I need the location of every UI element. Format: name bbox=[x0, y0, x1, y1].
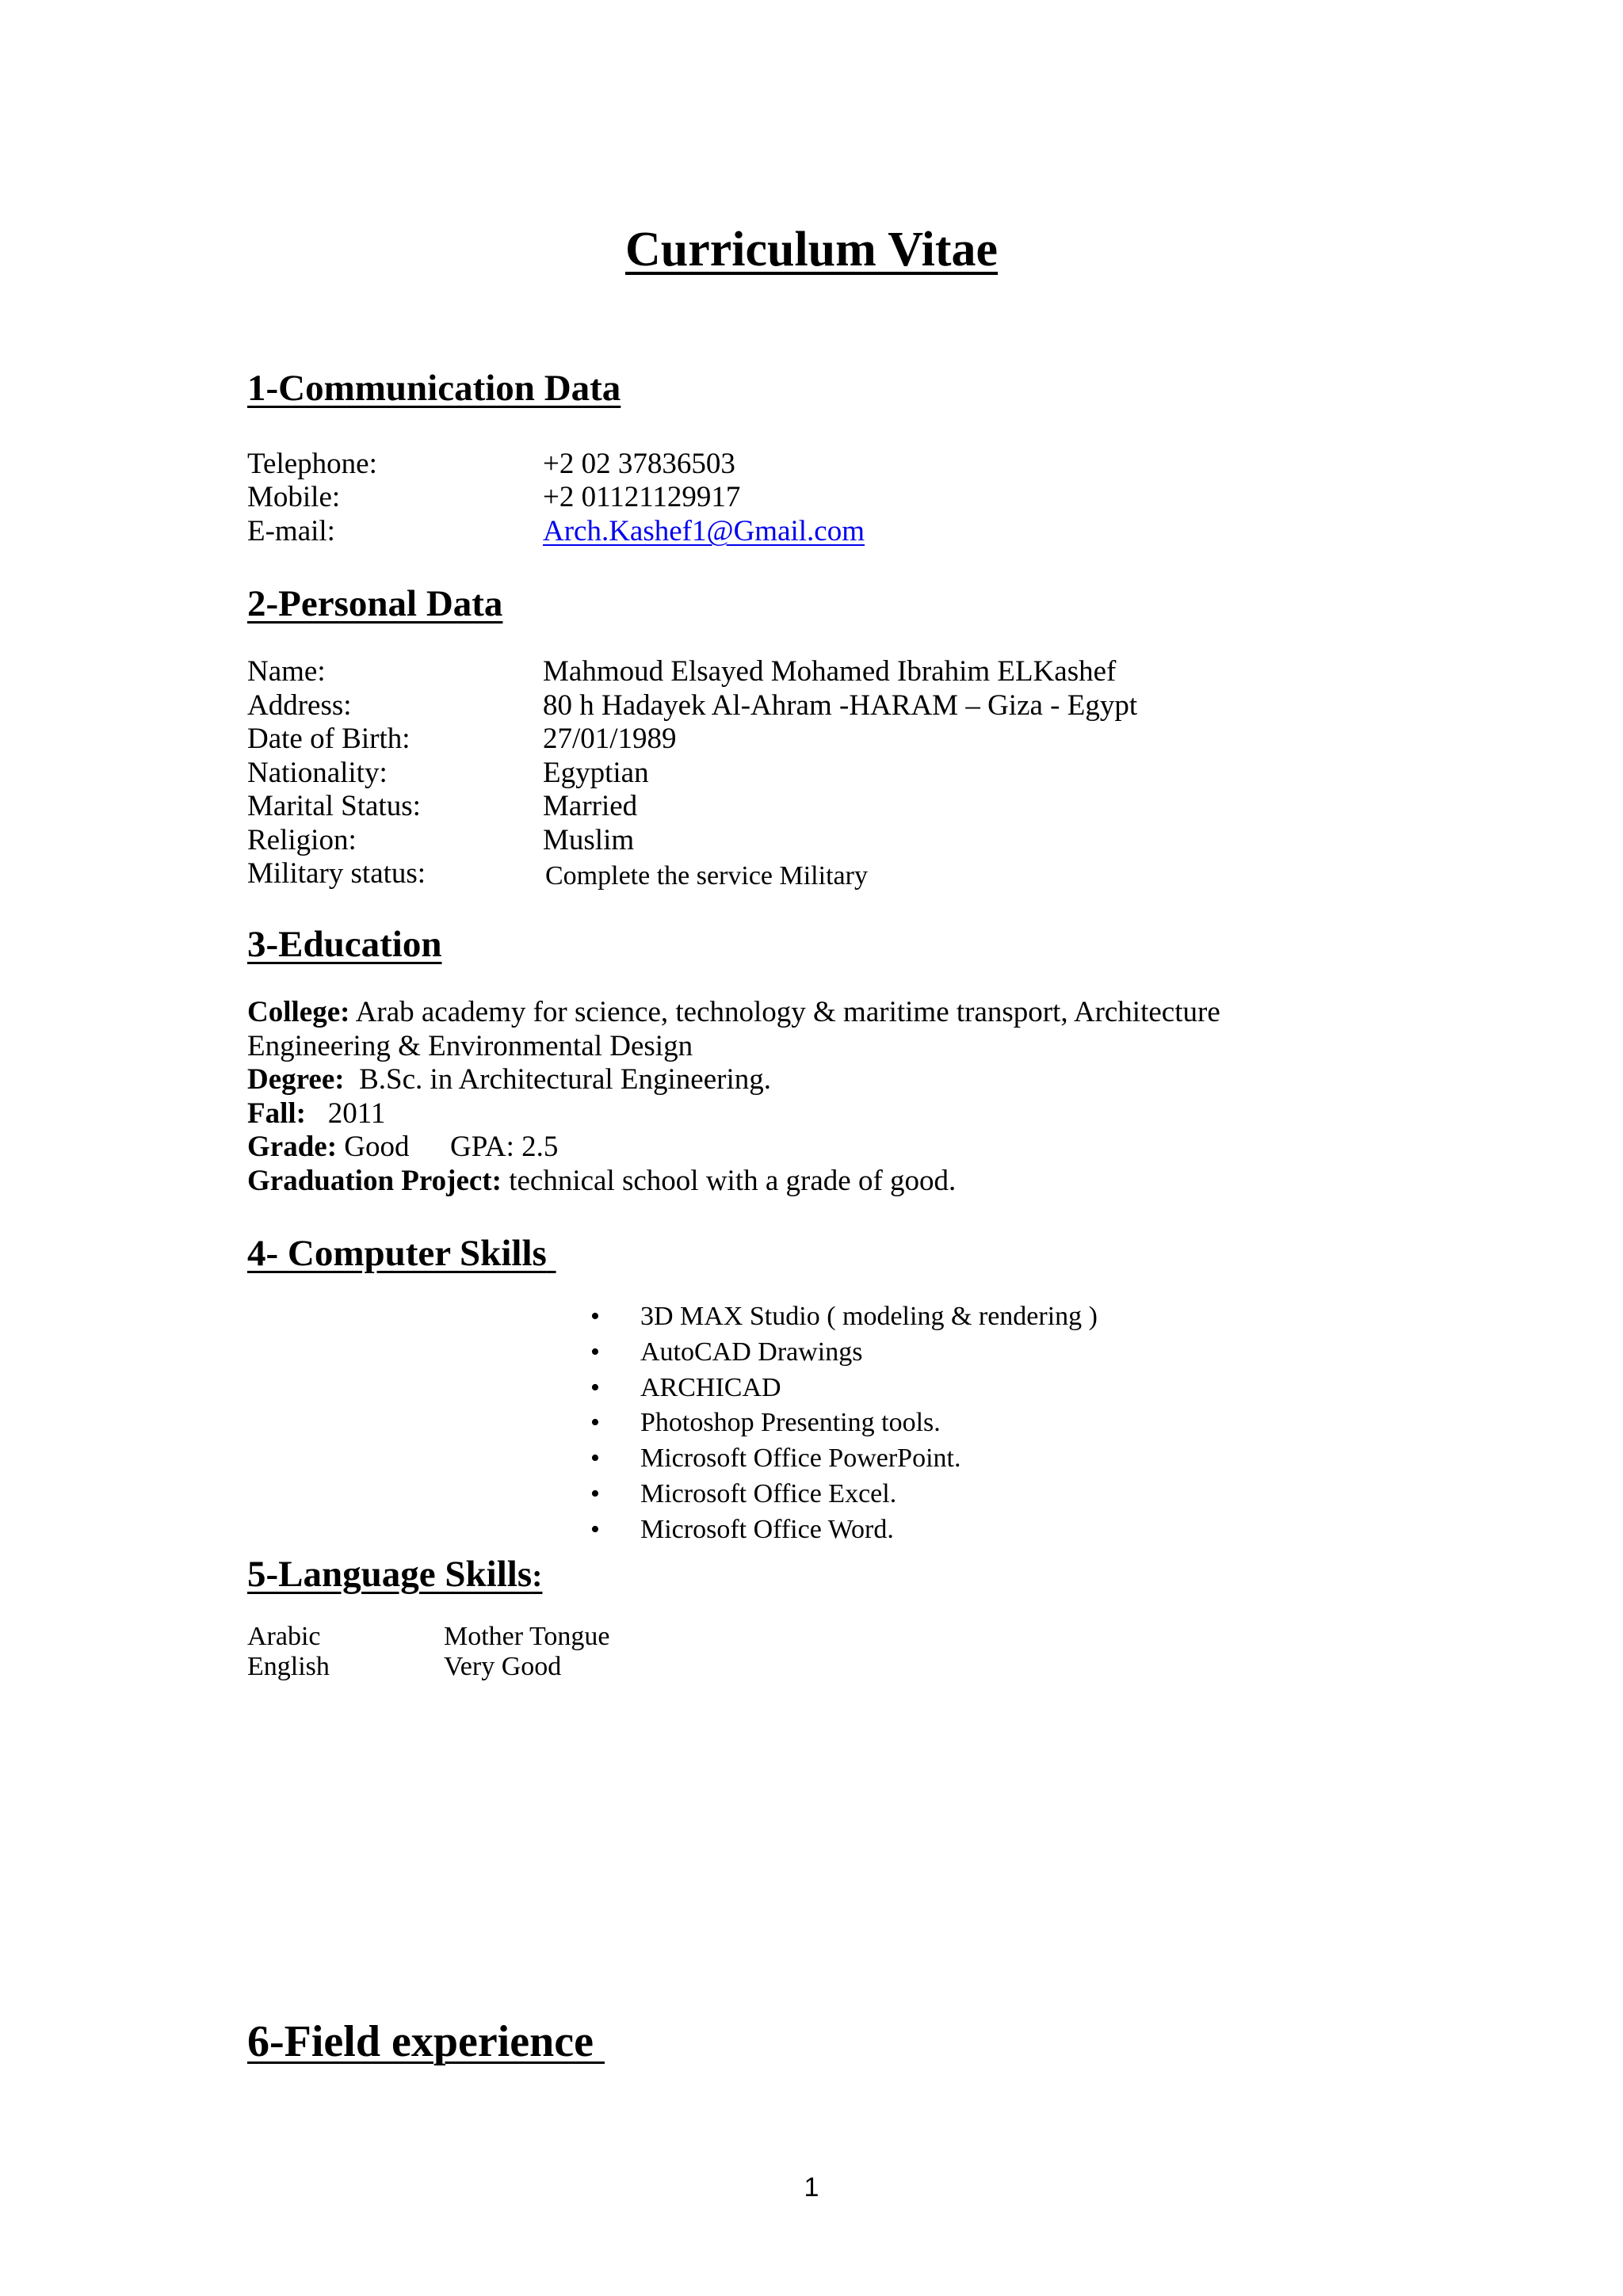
skill-text: Photoshop Presenting tools. bbox=[640, 1408, 941, 1438]
nationality-value: Egyptian bbox=[543, 757, 649, 789]
fall-label: Fall: bbox=[247, 1097, 306, 1130]
address-value: 80 h Hadayek Al-Ahram -HARAM – Giza - Egypt bbox=[543, 689, 1138, 722]
list-item bbox=[590, 1441, 1098, 1477]
skill-text: AutoCAD Drawings bbox=[640, 1337, 863, 1367]
grade-label: Grade: bbox=[247, 1131, 338, 1163]
gpa-value: GPA: 2.5 bbox=[450, 1131, 559, 1163]
religion-label: Religion: bbox=[247, 824, 357, 856]
skill-text: ARCHICAD bbox=[640, 1372, 781, 1402]
bullet-icon: • bbox=[590, 1478, 600, 1508]
name-value: Mahmoud Elsayed Mohamed Ibrahim ELKashef bbox=[543, 655, 1117, 688]
graduation-project-value: technical school with a grade of good. bbox=[509, 1165, 957, 1197]
degree-label: Degree: bbox=[247, 1063, 345, 1096]
language-arabic: Arabic bbox=[247, 1622, 321, 1651]
list-item bbox=[590, 1299, 1098, 1335]
section-heading-education: 3-Education bbox=[247, 924, 442, 965]
section-heading-computer-skills bbox=[247, 1232, 556, 1275]
graduation-project-entry bbox=[247, 1165, 956, 1199]
list-item bbox=[590, 1335, 1098, 1371]
fall-entry bbox=[247, 1097, 385, 1131]
college-value: Arab academy for science, technology & maritime transport, Architecture Engineering & Environmental Design bbox=[247, 996, 1220, 1062]
dob-value: 27/01/1989 bbox=[543, 723, 677, 755]
college-label: College: bbox=[247, 996, 350, 1028]
fall-value: 2011 bbox=[327, 1097, 386, 1130]
list-item bbox=[590, 1371, 1098, 1406]
military-status-value: Complete the service Military bbox=[545, 861, 868, 891]
list-item bbox=[590, 1512, 1098, 1548]
degree-entry bbox=[247, 1063, 771, 1097]
college-entry bbox=[247, 996, 1277, 1063]
language-english: English bbox=[247, 1652, 330, 1681]
military-status-label: Military status: bbox=[247, 857, 426, 890]
skill-text: Microsoft Office Word. bbox=[640, 1514, 894, 1544]
telephone-label: Telephone: bbox=[247, 448, 377, 480]
telephone-value: +2 02 37836503 bbox=[543, 448, 735, 480]
list-item bbox=[590, 1477, 1098, 1512]
email-link[interactable]: Arch.Kashef1@Gmail.com bbox=[543, 515, 865, 547]
language-skills-heading-text: 5-Language Skills bbox=[247, 1554, 533, 1595]
section-heading-language-skills bbox=[247, 1553, 542, 1596]
document-title bbox=[0, 222, 1623, 278]
language-skills-heading-colon: : bbox=[532, 1558, 543, 1593]
nationality-label: Nationality: bbox=[247, 757, 388, 789]
section-heading-field-experience bbox=[247, 2016, 605, 2067]
computer-skills-heading-text: 4- Computer Skills bbox=[247, 1233, 547, 1274]
mobile-label: Mobile: bbox=[247, 481, 341, 513]
bullet-icon: • bbox=[590, 1372, 600, 1402]
bullet-icon: • bbox=[590, 1514, 600, 1544]
skill-text: Microsoft Office PowerPoint. bbox=[640, 1444, 961, 1474]
marital-status-value: Married bbox=[543, 790, 638, 822]
computer-skills-list bbox=[590, 1299, 1098, 1548]
bullet-icon: • bbox=[590, 1302, 600, 1331]
section-heading-personal: 2-Personal Data bbox=[247, 583, 503, 624]
bullet-icon: • bbox=[590, 1337, 600, 1367]
name-label: Name: bbox=[247, 655, 326, 688]
grade-entry bbox=[247, 1131, 410, 1165]
list-item bbox=[590, 1405, 1098, 1441]
section-heading-communication: 1-Communication Data bbox=[247, 368, 621, 409]
bullet-icon: • bbox=[590, 1408, 600, 1438]
skill-text: 3D MAX Studio ( modeling & rendering ) bbox=[640, 1302, 1098, 1331]
grade-value: Good bbox=[344, 1131, 410, 1163]
skill-text: Microsoft Office Excel. bbox=[640, 1478, 897, 1508]
field-experience-heading-text: 6-Field experience bbox=[247, 2017, 594, 2066]
religion-value: Muslim bbox=[543, 824, 635, 856]
address-label: Address: bbox=[247, 689, 352, 722]
document-title-text: Curriculum Vitae bbox=[624, 223, 999, 277]
page-number: 1 bbox=[804, 2172, 819, 2203]
language-english-level: Very Good bbox=[444, 1652, 562, 1681]
graduation-project-label: Graduation Project: bbox=[247, 1165, 502, 1197]
email-label: E-mail: bbox=[247, 515, 335, 547]
dob-label: Date of Birth: bbox=[247, 723, 411, 755]
marital-status-label: Marital Status: bbox=[247, 790, 421, 822]
language-arabic-level: Mother Tongue bbox=[444, 1622, 610, 1651]
degree-value: B.Sc. in Architectural Engineering. bbox=[359, 1063, 771, 1096]
bullet-icon: • bbox=[590, 1444, 600, 1474]
mobile-value: +2 01121129917 bbox=[543, 481, 741, 513]
